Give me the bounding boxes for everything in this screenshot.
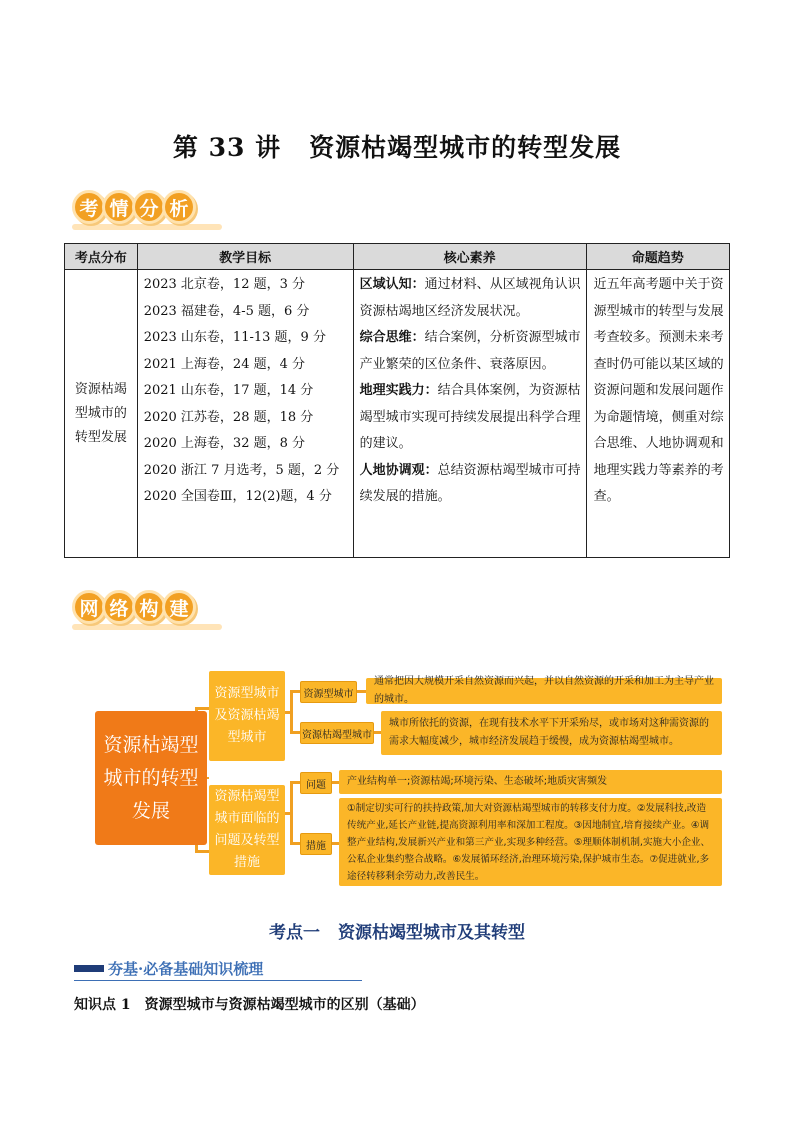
lecture-title: 资源枯竭型城市的转型发展 [309,133,622,162]
connector [290,781,300,784]
exam-item: 2023 福建卷，4-5 题，6 分 [143,303,310,319]
knowledge-point-heading: 知识点 1 资源型城市与资源枯竭型城市的区别（基础） [74,997,425,1013]
lecture-number: 第 33 讲 [172,133,282,162]
section-bar-marker [74,965,104,972]
badge-char: 情 [102,190,136,224]
connector [195,707,209,710]
page-title [0,128,794,164]
sub-section-bar [74,958,263,979]
literacy-key: 综合思维： [359,330,425,345]
literacy-cell [353,270,586,558]
connector [290,690,300,693]
exam-item: 2023 北京卷，12 题，3 分 [143,277,306,292]
literacy-item [360,325,582,378]
literacy-text: 总结资源枯竭型城市可持续发展的措施。 [359,462,581,504]
mindmap-root: 资源枯竭型城市的转型发展 [95,711,207,845]
leaf-text-exhausted-city: 城市所依托的资源，在现有技术水平下开采殆尽，或市场对这种需资源的需求大幅度减少，城市经济发展趋于缓慢，成为资源枯竭型城市。 [381,711,722,755]
literacy-text: 结合具体案例，为资源枯竭型城市实现可持续发展提出科学合理的建议。 [359,383,581,451]
leaf-key-problems: 问题 [300,772,332,794]
badge-underline [72,624,222,630]
literacy-key: 区域认知： [359,277,425,292]
badge-underline [72,224,222,230]
exam-item: 2021 山东卷，17 题，14 分 [143,383,314,398]
section-heading [0,918,794,943]
badge-char: 构 [132,590,166,624]
exam-list-cell [137,270,353,558]
sub-section-title: 夯基·必备基础知识梳理 [108,960,264,978]
literacy-key: 人地协调观： [359,462,438,478]
kaodian-title: 资源枯竭型城市及其转型 [338,923,525,943]
exam-item: 2020 上海卷，32 题，8 分 [143,436,306,451]
leaf-key-exhausted-city: 资源枯竭型城市 [300,722,374,744]
literacy-item [360,458,582,511]
analysis-table [64,243,730,558]
exam-item: 2020 江苏卷，28 题，18 分 [143,409,314,425]
connector [290,731,300,734]
table-row [65,270,730,558]
exam-item: 2020 浙江 7 月选考，5 题，2 分 [143,462,340,478]
exam-item: 2021 上海卷，24 题，4 分 [143,356,306,372]
kaodian-number: 考点一 [269,923,320,943]
literacy-key: 地理实践力： [359,383,438,398]
header-cell: 考点分布 [65,244,138,270]
mindmap-branch-1: 资源型城市及资源枯竭型城市 [209,671,285,761]
exam-item: 2020 全国卷Ⅲ，12(2)题，4 分 [143,489,332,504]
badge-char: 建 [162,590,196,624]
exam-item: 2023 山东卷，11-13 题，9 分 [143,330,326,345]
badge-char: 络 [102,590,136,624]
leaf-key-resource-city: 资源型城市 [300,681,357,703]
connector [290,842,300,845]
section-badge-analysis [72,186,222,230]
divider [74,980,362,981]
leaf-key-measures: 措施 [300,833,332,855]
section-badge-network [72,586,222,630]
table-header-row [65,244,730,270]
badge-char: 网 [72,590,106,624]
leaf-text-problems: 产业结构单一;资源枯竭;环境污染、生态破坏;地质灾害频发 [339,770,722,794]
mindmap-branch-2: 资源枯竭型城市面临的问题及转型措施 [209,785,285,875]
header-cell: 命题趋势 [586,244,729,270]
literacy-text: 通过材料、从区域视角认识资源枯竭地区经济发展状况。 [359,277,581,319]
badge-char: 考 [72,190,106,224]
literacy-text: 结合案例，分析资源型城市产业繁荣的区位条件、衰落原因。 [359,330,581,372]
connector [207,777,209,779]
leaf-text-measures: ①制定切实可行的扶持政策,加大对资源枯竭型城市的转移支付力度。②发展科技,改造传统产业,延长产业链,提高资源利用率和深加工程度。③因地制宜,培育接续产业。④调整产业结构,发展新兴产业和第三产业,实现多种经营。⑤理顺体制机制,实施大小企业、公私企业集约整合战略。⑥发展循环经济,治理环境污染,保护城市生态。⑦促进就业,多途径转移剩余劳动力,改善民生。 [339,798,722,886]
connector [195,850,209,853]
trend-cell: 近五年高考题中关于资源型城市的转型与发展考查较多。预测未来考查时仍可能以某区域的资源问题和发展问题作为命题情境，侧重对综合思维、人地协调观和地理实践力等素养的考查。 [586,270,729,558]
header-cell: 教学目标 [137,244,353,270]
leaf-text-resource-city: 通常把因大规模开采自然资源而兴起，并以自然资源的开采和加工为主导产业的城市。 [366,678,722,704]
literacy-item [360,378,582,458]
badge-char: 分 [132,190,166,224]
header-cell: 核心素养 [353,244,586,270]
connector [284,711,293,714]
literacy-item [360,272,582,325]
topic-cell: 资源枯竭型城市的转型发展 [65,270,138,558]
badge-char: 析 [162,190,196,224]
connector [284,812,293,815]
